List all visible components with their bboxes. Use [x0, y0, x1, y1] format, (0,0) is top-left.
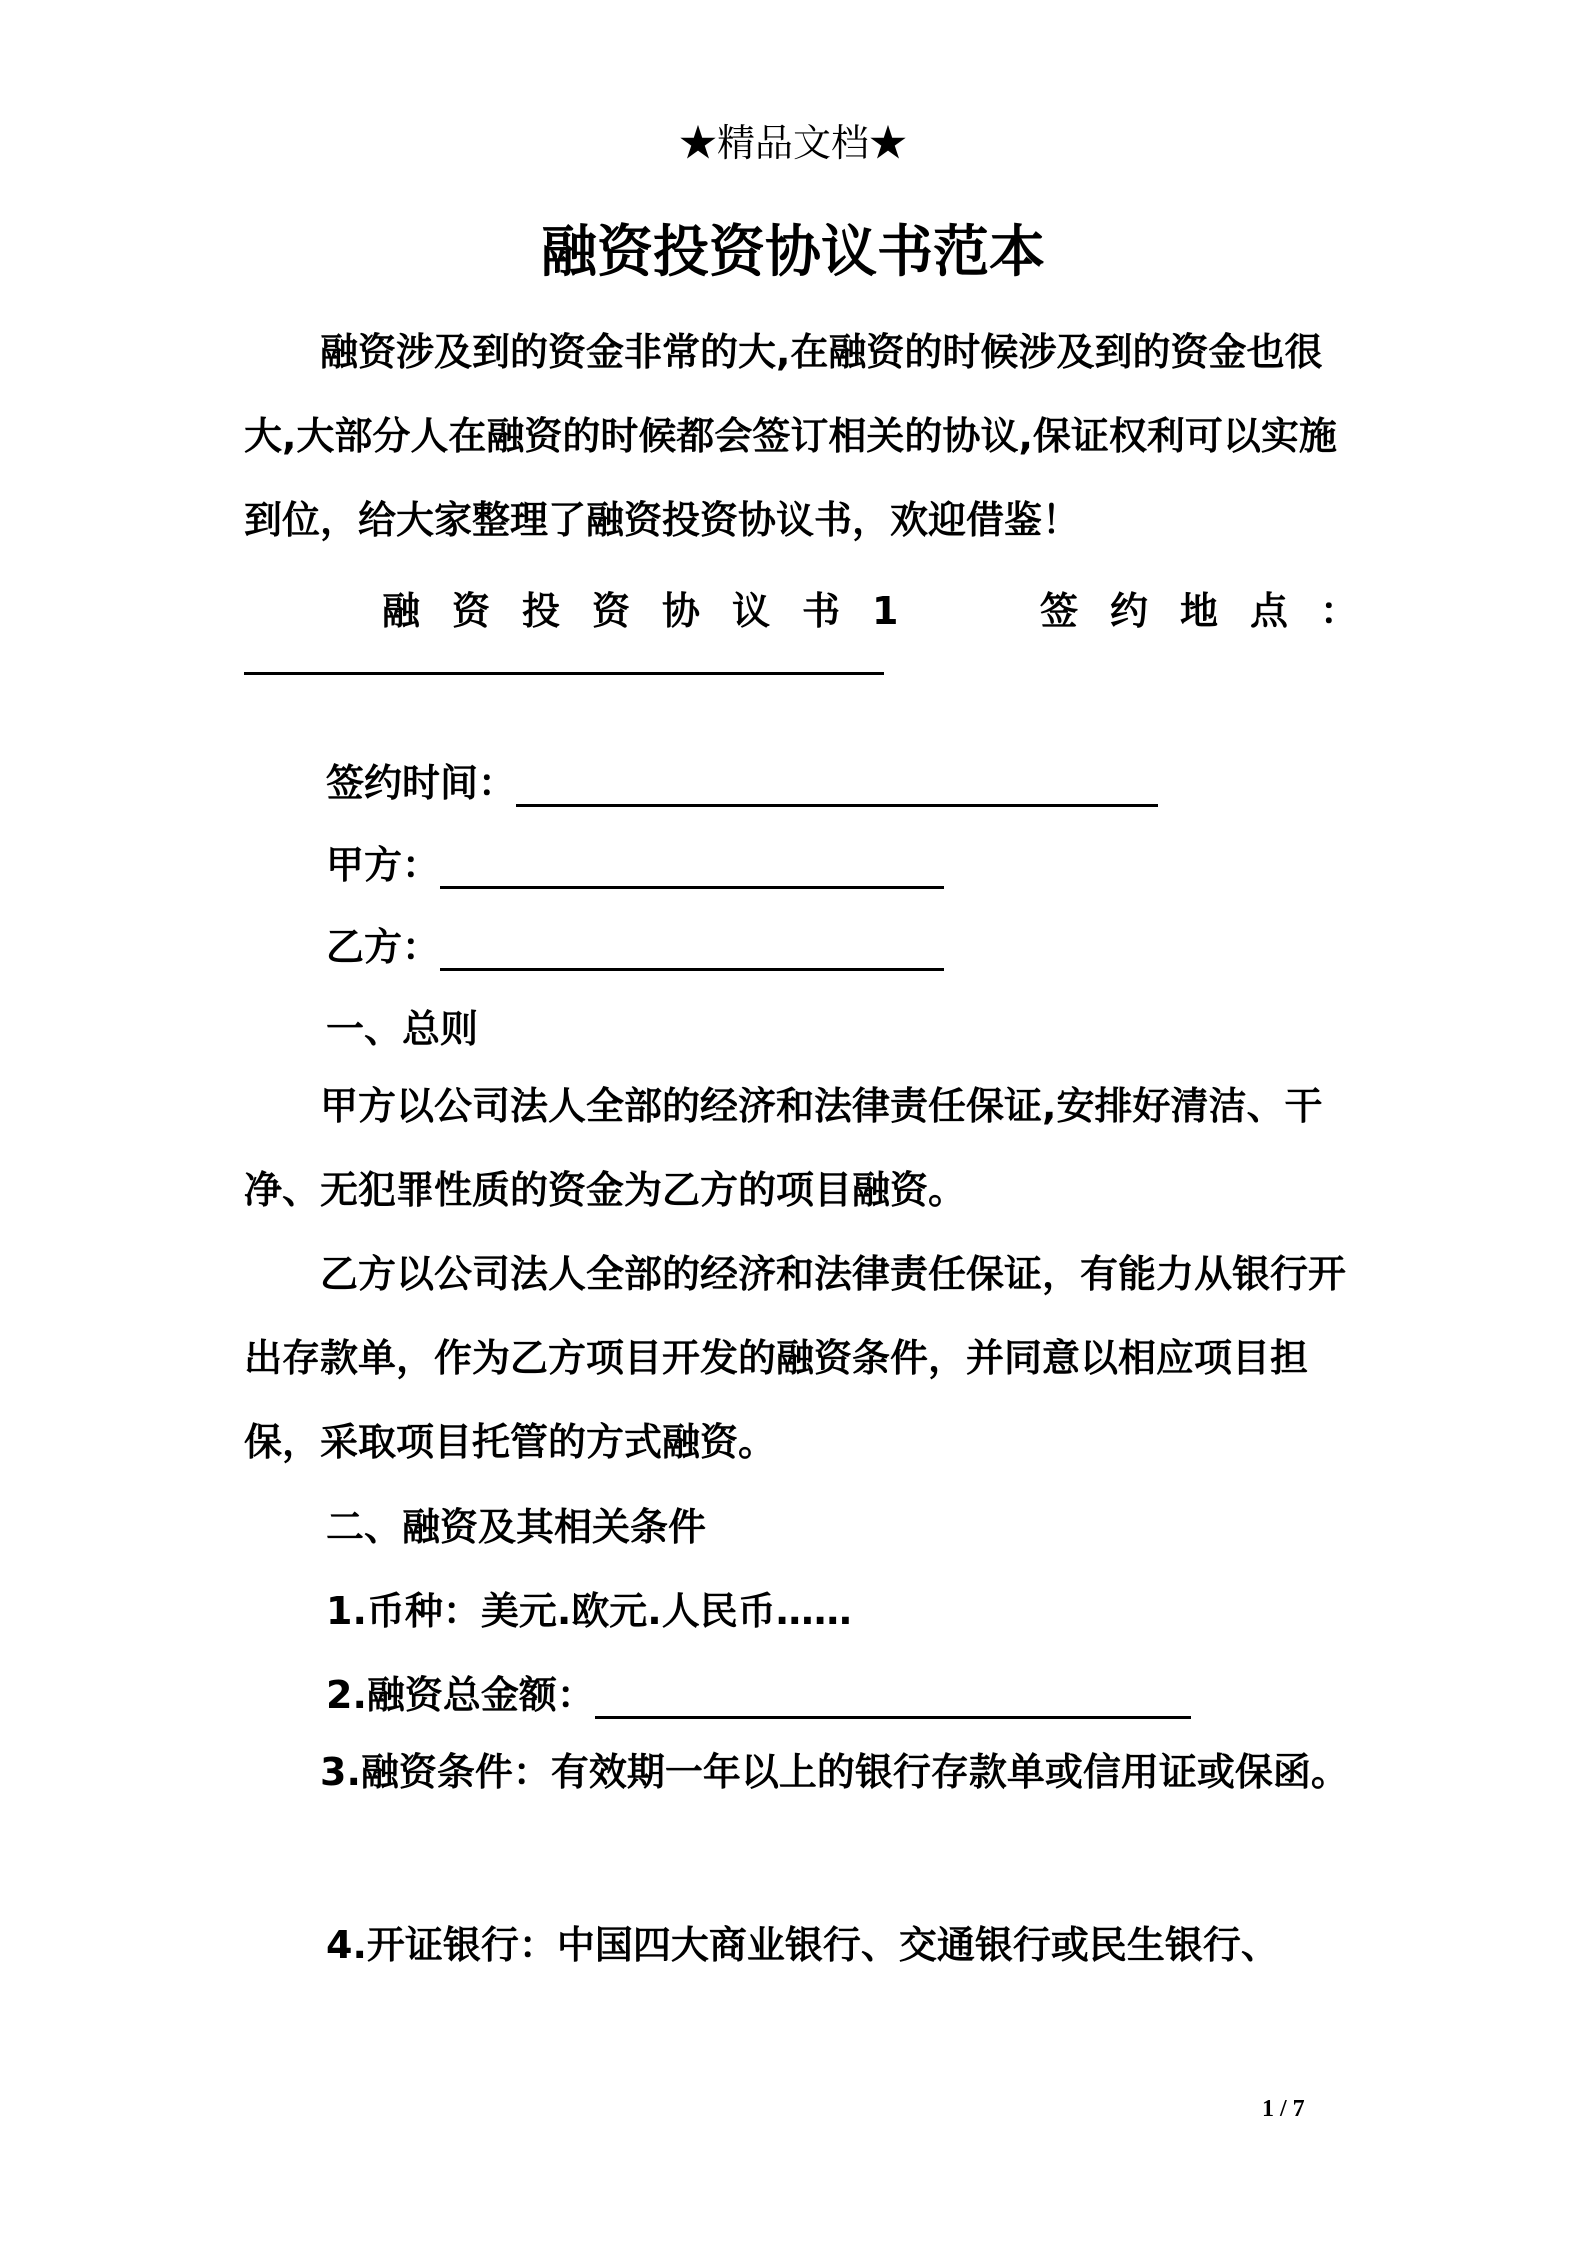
item-2-blank	[595, 1676, 1191, 1719]
signing-place-blank	[244, 672, 884, 675]
party-b-blank	[440, 928, 944, 971]
item-2-label: 2.融资总金额：	[326, 1673, 595, 1717]
item-2-row	[326, 1664, 1191, 1719]
agreement-heading: 融资投资协议书1	[382, 589, 931, 633]
party-a-label: 甲方：	[326, 843, 441, 887]
party-a-blank	[440, 846, 944, 889]
page-number: 1 / 7	[1262, 2096, 1305, 2122]
header-mark: ★精品文档★	[678, 121, 907, 165]
item-3: 3.融资条件：有效期一年以上的银行存款单或信用证或保函。	[320, 1750, 1349, 1794]
document-title: 融资投资协议书范本	[541, 220, 1045, 285]
signing-time-label: 签约时间：	[326, 761, 517, 805]
party-b-row	[326, 916, 944, 971]
section1-heading: 一、总则	[326, 1007, 479, 1051]
intro-paragraph: 融资涉及到的资金非常的大,在融资的时候涉及到的资金也很大,大部分人在融资的时候都会签订相关的协议,保证权利可以实施到位，给大家整理了融资投资协议书，欢迎借鉴！	[244, 330, 1337, 542]
party-b-label: 乙方：	[326, 925, 441, 969]
section1-paragraph-1: 甲方以公司法人全部的经济和法律责任保证,安排好清洁、干净、无犯罪性质的资金为乙方的项目融资。	[244, 1084, 1323, 1212]
signing-time-blank	[516, 764, 1158, 807]
item-1: 1.币种：美元.欧元.人民币……	[326, 1589, 852, 1633]
section1-paragraph-2: 乙方以公司法人全部的经济和法律责任保证，有能力从银行开出存款单，作为乙方项目开发的融资条件，并同意以相应项目担保，采取项目托管的方式融资。	[244, 1252, 1347, 1464]
item-4: 4.开证银行：中国四大商业银行、交通银行或民生银行、	[326, 1923, 1279, 1967]
signing-place-label: 签约地点：	[1040, 589, 1391, 633]
section2-heading: 二、融资及其相关条件	[326, 1505, 707, 1549]
signing-time-row	[326, 752, 1158, 807]
party-a-row	[326, 834, 944, 889]
